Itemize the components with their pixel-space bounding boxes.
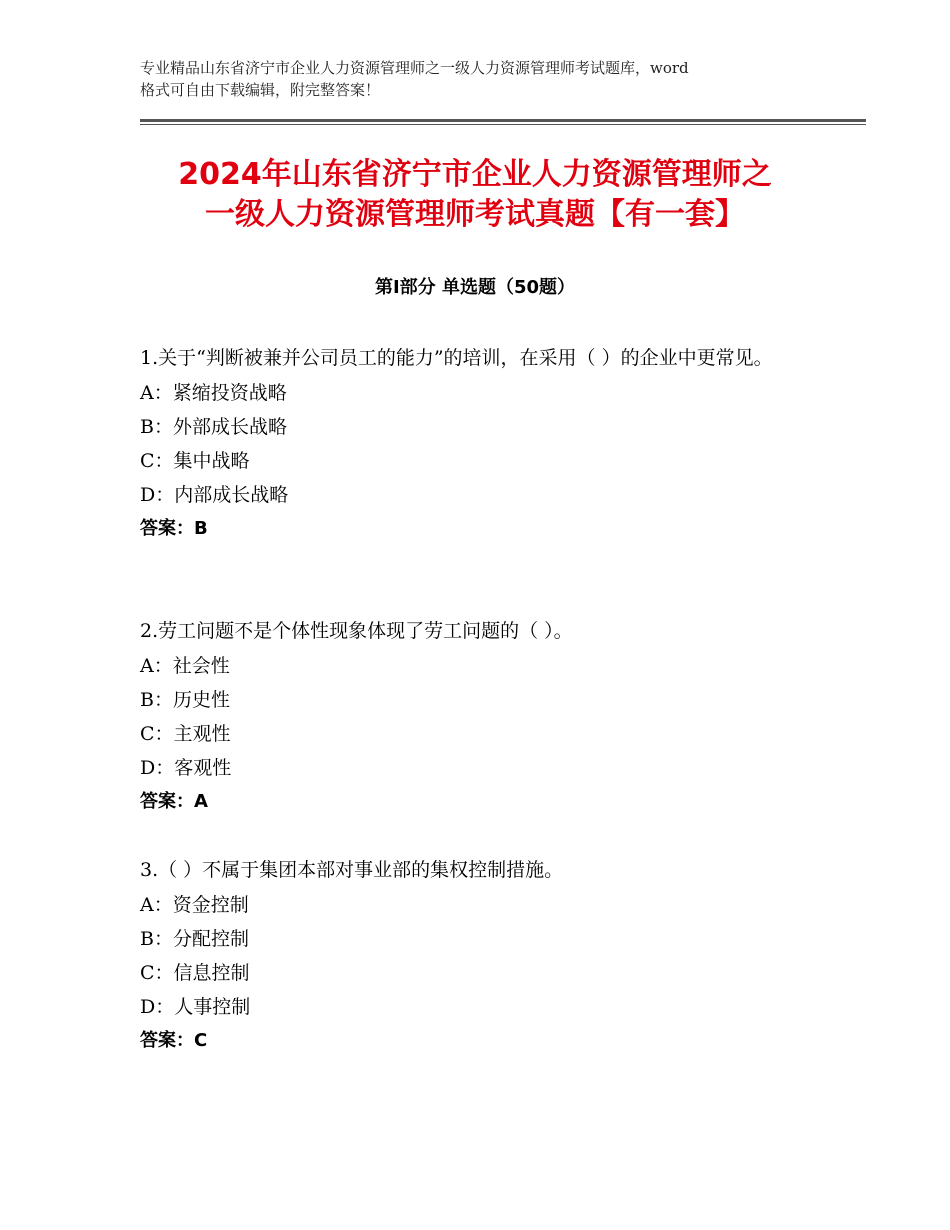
document-title	[100, 155, 850, 235]
option-a: A：紧缩投资战略	[140, 382, 287, 404]
option-d: D：人事控制	[140, 996, 251, 1018]
option-c: C：集中战略	[140, 450, 250, 472]
question-stem: 3.（ ）不属于集团本部对事业部的集权控制措施。	[140, 859, 564, 881]
question-3	[140, 854, 820, 1058]
option-b: B：历史性	[140, 689, 230, 711]
option-c: C：主观性	[140, 723, 231, 745]
answer: 答案：B	[140, 518, 208, 539]
option-c: C：信息控制	[140, 962, 250, 984]
header-note-line-1: 专业精品山东省济宁市企业人力资源管理师之一级人力资源管理师考试题库，word	[140, 59, 689, 77]
section-heading: 第Ⅰ部分 单选题（50题）	[374, 277, 575, 298]
option-a: A：社会性	[140, 655, 230, 677]
header-note-line-2: 格式可自由下载编辑，附完整答案！	[140, 81, 381, 99]
option-b: B：分配控制	[140, 928, 249, 950]
answer: 答案：C	[140, 1030, 208, 1051]
document-title-line-1: 2024年山东省济宁市企业人力资源管理师之	[178, 157, 772, 192]
option-b: B：外部成长战略	[140, 416, 287, 438]
header-note	[140, 57, 840, 101]
option-d: D：客观性	[140, 757, 232, 779]
header-divider-thick	[140, 119, 866, 122]
question-1	[140, 342, 820, 546]
question-2	[140, 615, 820, 819]
option-a: A：资金控制	[140, 894, 249, 916]
document-title-line-2: 一级人力资源管理师考试真题【有一套】	[205, 197, 745, 232]
answer: 答案：A	[140, 791, 208, 812]
question-stem: 2.劳工问题不是个体性现象体现了劳工问题的（ ）。	[140, 620, 573, 642]
option-d: D：内部成长战略	[140, 484, 289, 506]
header-divider-thin	[140, 124, 866, 125]
question-stem: 1.关于“判断被兼并公司员工的能力”的培训，在采用（ ）的企业中更常见。	[140, 347, 773, 369]
